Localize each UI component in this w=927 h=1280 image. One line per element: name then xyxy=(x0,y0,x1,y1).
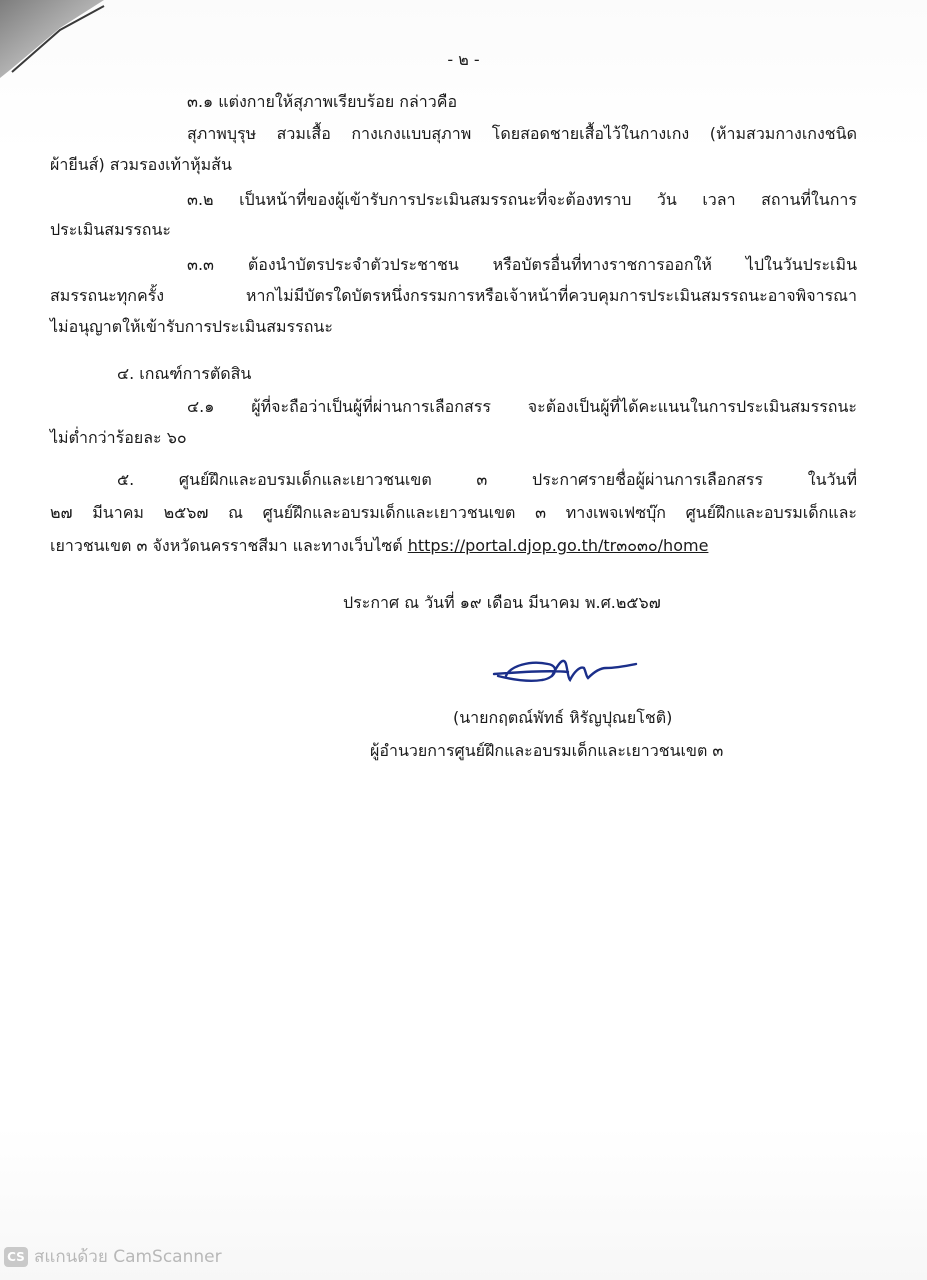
section-4-heading: ๔. เกณฑ์การตัดสิน xyxy=(117,364,252,383)
section-3-2-line1: ๓.๒ เป็นหน้าที่ของผู้เข้ารับการประเมินสมรรถนะที่จะต้องทราบ วัน เวลา สถานที่ในการ xyxy=(187,190,857,209)
section-3-1-body-line1: สุภาพบุรุษ สวมเสื้อ กางเกงแบบสุภาพ โดยสอดชายเสื้อไว้ในกางเกง (ห้ามสวมกางเกงชนิด xyxy=(187,124,857,143)
website-link[interactable]: https://portal.djop.go.th/tr๓๐๓๐/home xyxy=(407,536,709,555)
signer-name: (นายกฤตณ์พัทธ์ หิรัญปุณยโชติ) xyxy=(453,708,673,727)
signature-image xyxy=(490,650,640,690)
camscanner-watermark xyxy=(4,1243,222,1270)
section-5-line3 xyxy=(50,534,708,558)
section-3-1-body-line2: ผ้ายีนส์) สวมรองเท้าหุ้มส้น xyxy=(50,155,232,174)
section-4-1-line2: ไม่ต่ำกว่าร้อยละ ๖๐ xyxy=(50,428,187,447)
section-3-3-line3: ไม่อนุญาตให้เข้ารับการประเมินสมรรถนะ xyxy=(50,317,333,336)
signer-title: ผู้อำนวยการศูนย์ฝึกและอบรมเด็กและเยาวชนเขต ๓ xyxy=(370,741,724,760)
camscanner-watermark-text: สแกนด้วย CamScanner xyxy=(34,1247,222,1267)
section-3-3-line1: ๓.๓ ต้องนำบัตรประจำตัวประชาชน หรือบัตรอื่นที่ทางราชการออกให้ ไปในวันประเมิน xyxy=(187,255,857,274)
announcement-date: ประกาศ ณ วันที่ ๑๙ เดือน มีนาคม พ.ศ.๒๕๖๗ xyxy=(343,593,661,612)
page-number: - ๒ - xyxy=(447,50,480,69)
section-3-3-line2: สมรรถนะทุกครั้ง หากไม่มีบัตรใดบัตรหนึ่งกรรมการหรือเจ้าหน้าที่ควบคุมการประเมินสมรรถนะอาจพิจารณา xyxy=(50,286,857,305)
section-4-1-line1: ๔.๑ ผู้ที่จะถือว่าเป็นผู้ที่ผ่านการเลือกสรร จะต้องเป็นผู้ที่ได้คะแนนในการประเมินสมรรถนะ xyxy=(187,397,857,416)
section-5-line3-text: เยาวชนเขต ๓ จังหวัดนครราชสีมา และทางเว็บไซต์ xyxy=(50,536,408,555)
section-5-line2: ๒๗ มีนาคม ๒๕๖๗ ณ ศูนย์ฝึกและอบรมเด็กและเยาวชนเขต ๓ ทางเพจเฟซบุ๊ก ศูนย์ฝึกและอบรมเด็กและ xyxy=(50,503,857,522)
section-5-line1: ๕. ศูนย์ฝึกและอบรมเด็กและเยาวชนเขต ๓ ประกาศรายชื่อผู้ผ่านการเลือกสรร ในวันที่ xyxy=(117,470,857,489)
camscanner-logo-icon: CS xyxy=(4,1247,28,1267)
section-3-1-heading: ๓.๑ แต่งกายให้สุภาพเรียบร้อย กล่าวคือ xyxy=(187,92,458,111)
section-3-2-line2: ประเมินสมรรถนะ xyxy=(50,220,172,239)
